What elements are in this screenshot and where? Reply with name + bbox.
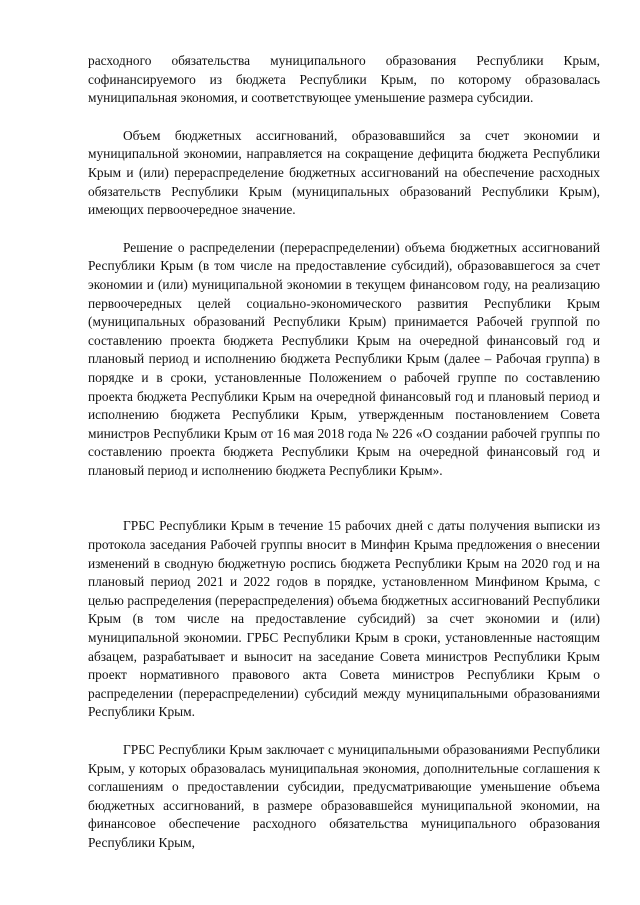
paragraph-grbs-agreements: ГРБС Республики Крым заключает с муниципальными образованиями Республики Крым, у которых образовалась муниципальная экономия, дополнительные соглашения к соглашениям о предоставлении субсидии, предусматривающие уменьшение объема бюджетных ассигнований, в размере образовавшейся муниципальной экономии, на финансовое обеспечение расходного обязательства муниципального образования Республики Крым,: [88, 742, 600, 850]
paragraph-working-group-decision: Решение о распределении (перераспределении) объема бюджетных ассигнований Республики Крым (в том числе на предоставление субсидий), образовавшегося за счет экономии и (или) муниципальной экономии в текущем финансовом году, на реализацию первоочередных целей социально-экономического развития Республики Крым (муниципальных образований Республики Крым) принимается Рабочей группой по составлению проекта бюджета Республики Крым на очередной финансовый год и плановый период и исполнению бюджета Республики Крым (далее – Рабочая группа) в порядке и в сроки, установленные Положением о рабочей группе по составлению проекта бюджета Республики Крым на очередной финансовый год и плановый период и исполнению бюджета Республики Крым, утвержденным постановлением Совета министров Республики Крым от 16 мая 2018 года № 226 «О создании рабочей группы по составлению проекта бюджета Республики Крым на очередной финансовый год и плановый период и исполнению бюджета Республики Крым».: [88, 239, 600, 478]
document-body: [88, 52, 600, 853]
paragraph-grbs-proposals: ГРБС Республики Крым в течение 15 рабочих дней с даты получения выписки из протокола заседания Рабочей группы вносит в Минфин Крыма предложения о внесении изменений в сводную бюджетную роспись бюджета Республики Крым на 2020 год и на плановый период 2021 и 2022 годов в порядке, установленном Минфином Крыма, с целью распределения (перераспределения) объема бюджетных ассигнований Республики Крым (в том числе на предоставление субсидий) за счет экономии и (или) муниципальной экономии. ГРБС Республики Крым в сроки, установленные настоящим абзацем, разрабатывает и выносит на заседание Совета министров Республики Крым проект нормативного правового акта Совета министров Республики Крым о распределении (перераспределении) субсидий между муниципальными образованиями Республики Крым.: [88, 518, 600, 720]
paragraph-budget-allocations: Объем бюджетных ассигнований, образовавшийся за счет экономии и муниципальной экономии, направляется на сокращение дефицита бюджета Республики Крым и (или) перераспределение бюджетных ассигнований на обеспечение расходных обязательств Республики Крым (муниципальных образований Республики Крым), имеющих первоочередное значение.: [88, 127, 600, 218]
paragraph-continuation: расходного обязательства муниципального образования Республики Крым, софинансируемого из бюджета Республики Крым, по которому образовалась муниципальная экономия, и соответствующее уменьшение размера субсидии.: [88, 53, 600, 106]
